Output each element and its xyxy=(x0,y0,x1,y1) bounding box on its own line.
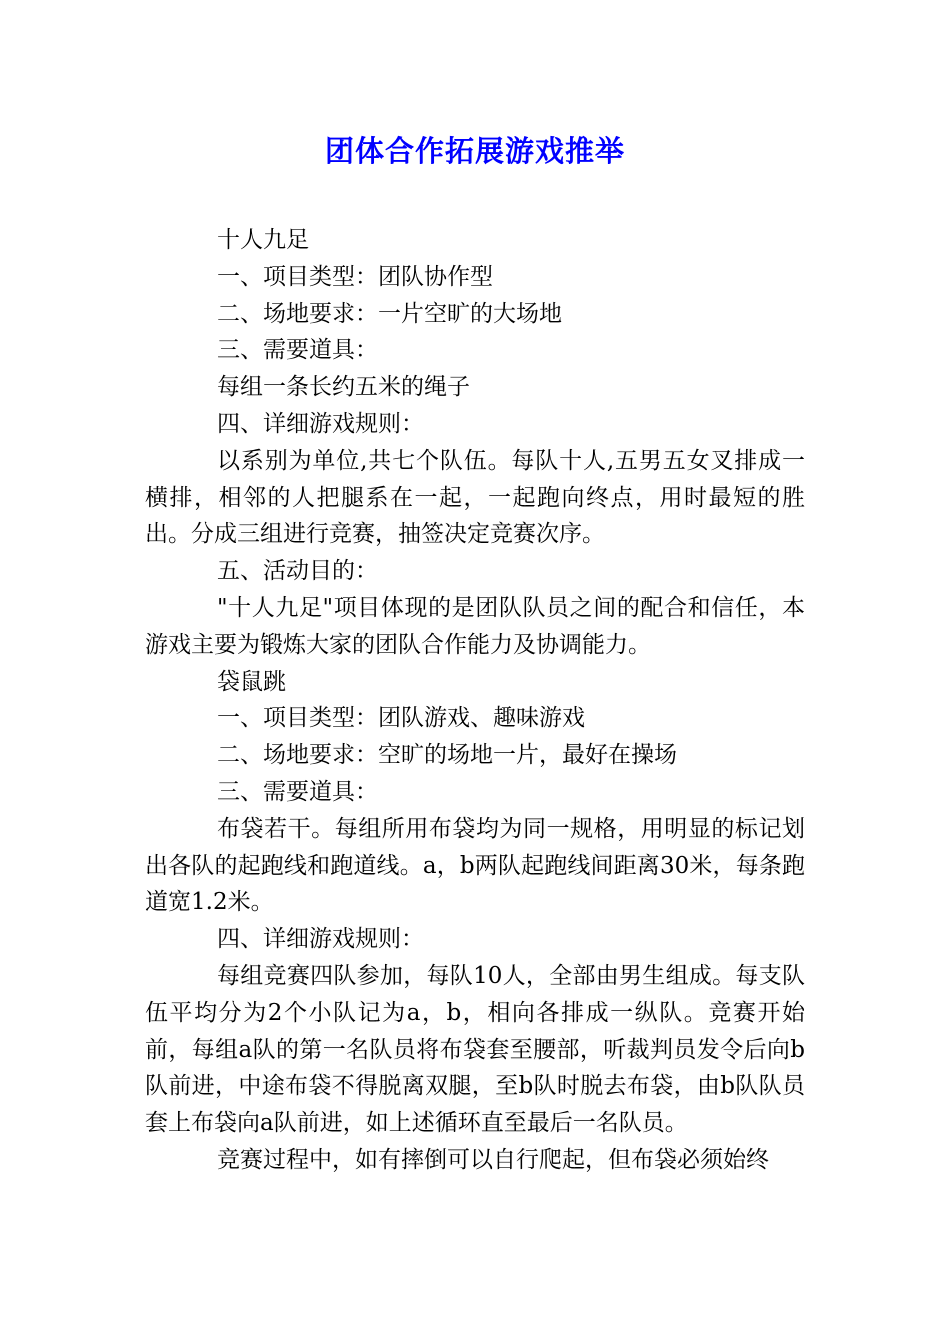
paragraph: 三、需要道具： xyxy=(217,778,378,805)
paragraph: 布袋若干。每组所用布袋均为同一规格，用明显的标记划出各队的起跑线和跑道线。a，b两队起跑线间距离30米，每条跑道宽1.2米。 xyxy=(145,815,805,916)
paragraph: 每组竞赛四队参加，每队10人，全部由男生组成。每支队伍平均分为2个小队记为a，b，相向各排成一纵队。竞赛开始前，每组a队的第一名队员将布袋套至腰部，听裁判员发令后向b队前进，中途布袋不得脱离双腿，至b队时脱去布袋，由b队队员套上布袋向a队前进，如上述循环直至最后一名队员。 xyxy=(145,962,805,1137)
paragraph: 三、需要道具： xyxy=(217,337,378,364)
paragraph: 以系别为单位,共七个队伍。每队十人,五男五女叉排成一横排，相邻的人把腿系在一起，一起跑向终点，用时最短的胜出。分成三组进行竞赛，抽签决定竞赛次序。 xyxy=(145,447,805,548)
paragraph: 二、场地要求：一片空旷的大场地 xyxy=(217,300,562,327)
paragraph: 二、场地要求：空旷的场地一片，最好在操场 xyxy=(217,742,677,769)
paragraph-heading-shirenjiuzu: 十人九足 xyxy=(217,227,309,253)
paragraph: "十人九足"项目体现的是团队队员之间的配合和信任，本游戏主要为锻炼大家的团队合作能力及协调能力。 xyxy=(145,594,805,658)
paragraph: 一、项目类型：团队游戏、趣味游戏 xyxy=(217,705,585,732)
paragraph: 四、详细游戏规则： xyxy=(217,410,424,437)
paragraph: 四、详细游戏规则： xyxy=(217,926,424,953)
document-body xyxy=(145,222,805,1179)
document-title: 团体合作拓展游戏推举 xyxy=(324,134,625,168)
paragraph: 五、活动目的： xyxy=(217,558,378,585)
paragraph: 一、项目类型：团队协作型 xyxy=(217,263,493,290)
paragraph-heading-daishutiao: 袋鼠跳 xyxy=(217,668,286,695)
paragraph: 每组一条长约五米的绳子 xyxy=(217,374,470,401)
paragraph: 竞赛过程中，如有摔倒可以自行爬起，但布袋必须始终 xyxy=(217,1146,769,1173)
